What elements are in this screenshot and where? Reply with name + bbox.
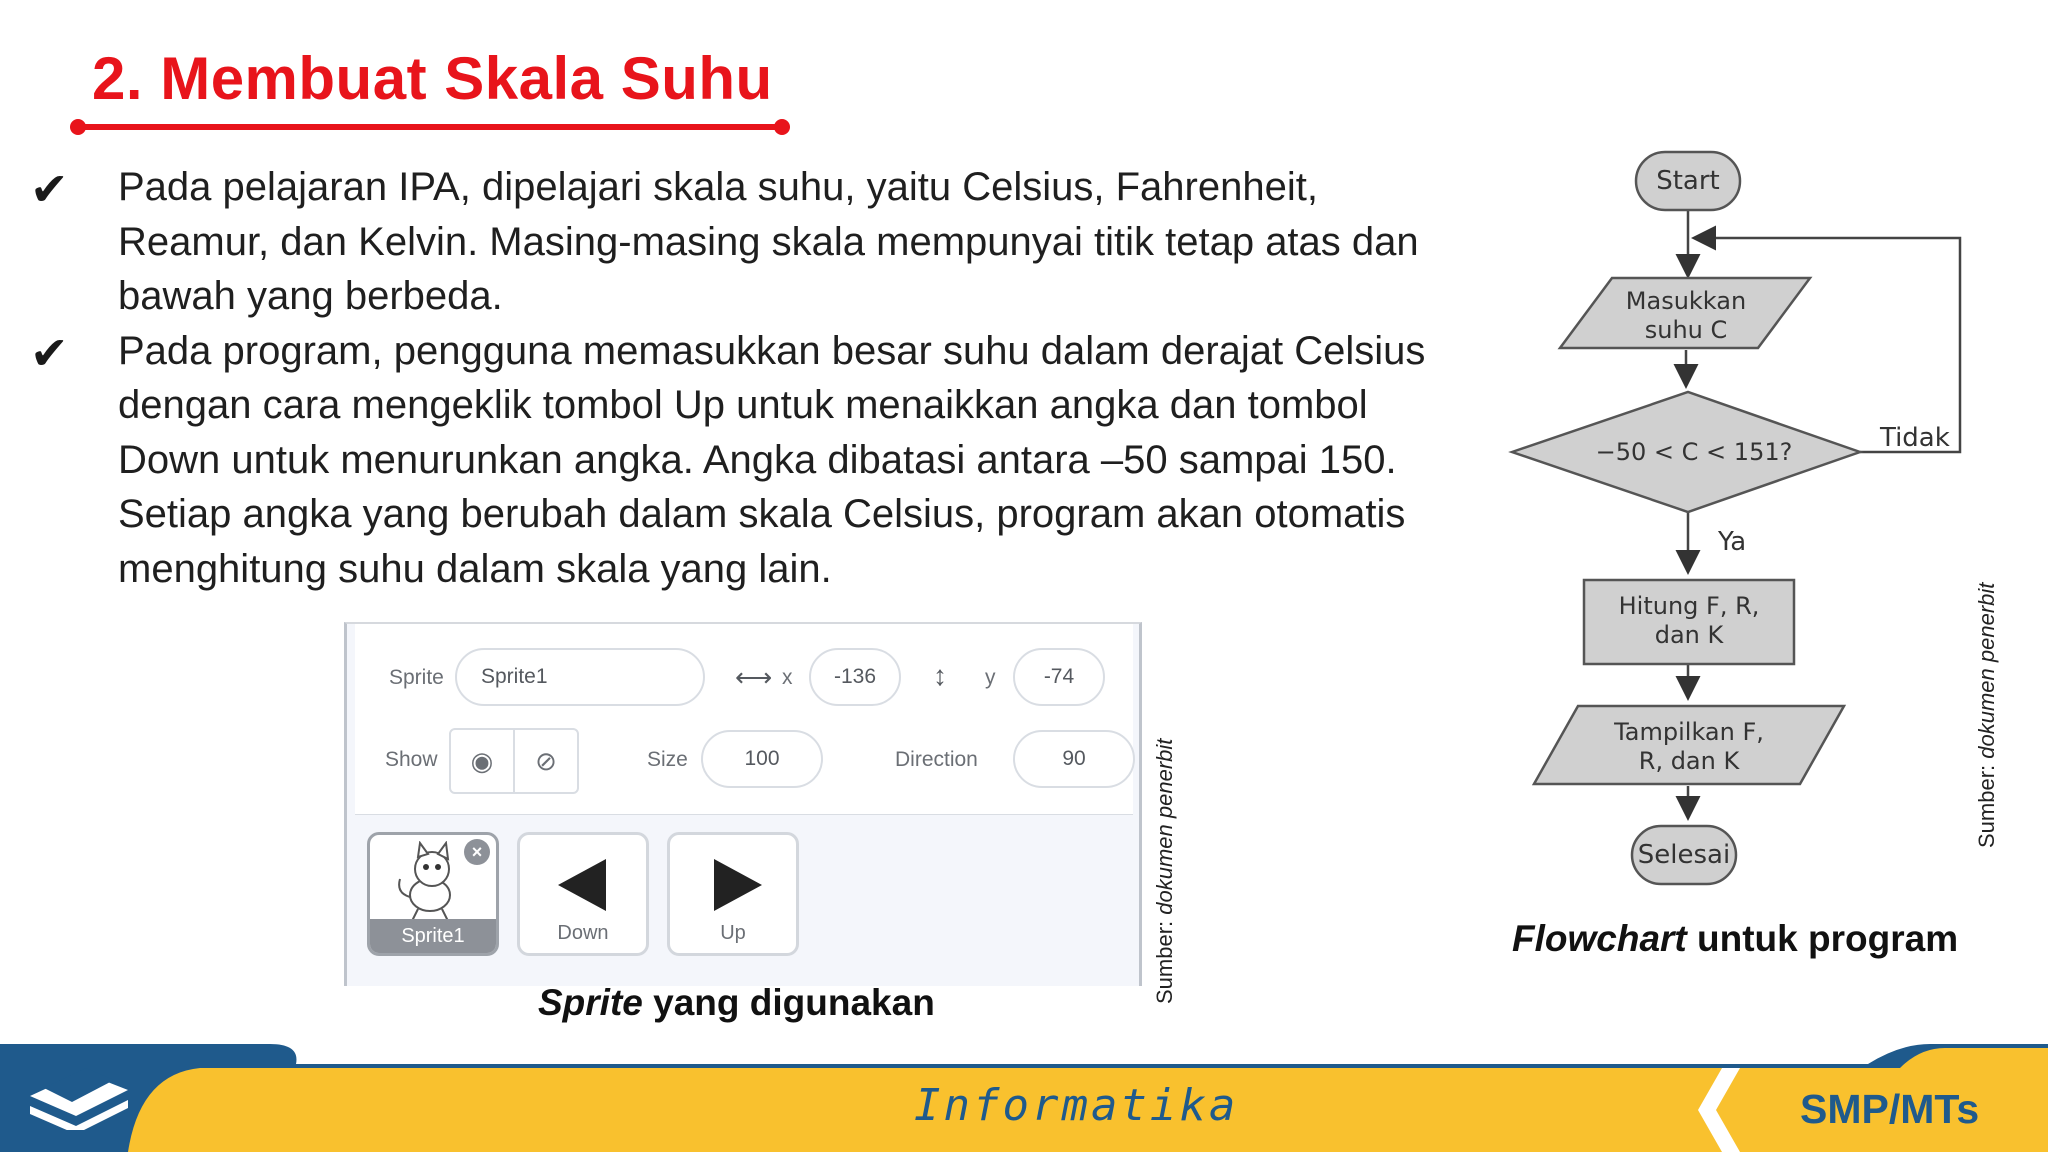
- sprite-name-input[interactable]: Sprite1: [455, 648, 705, 706]
- input-text-line2: suhu C: [1644, 316, 1728, 344]
- triangle-right-icon: [708, 855, 768, 915]
- show-toggle: [449, 728, 579, 794]
- underline-dot-left: [70, 119, 86, 135]
- decision-node: [1512, 392, 1860, 512]
- bullet-text: Pada program, pengguna memasukkan besar suhu dalam derajat Celsius dengan cara mengeklik tombol Up untuk menaikkan angka dan tombol Down untuk menurunkan angka. Angka dibatasi antara –50 sampai 150. Setiap angka yang berubah dalam skala Celsius, program akan otomatis menghitung suhu dalam skala yang lain.: [118, 328, 1426, 591]
- output-node: [1534, 706, 1844, 784]
- page-title: 2. Membuat Skala Suhu: [92, 45, 773, 112]
- yes-label: Ya: [1718, 527, 1747, 557]
- sprite-label: Sprite: [389, 666, 444, 689]
- title-underline: [78, 124, 782, 130]
- input-node: [1560, 278, 1810, 348]
- sprite-tile-down[interactable]: [517, 832, 649, 956]
- show-label: Show: [385, 748, 438, 771]
- tile-label: Sprite1: [370, 919, 496, 953]
- bullet-item: [30, 160, 1470, 324]
- size-label: Size: [647, 748, 688, 771]
- process-node: [1584, 580, 1794, 664]
- source-name: dokumen penerbit: [1974, 582, 1999, 759]
- y-input[interactable]: -74: [1013, 648, 1105, 706]
- book-logo-icon: [24, 1050, 132, 1130]
- footer-level: SMP/MTs: [1800, 1086, 1980, 1132]
- delete-sprite-icon[interactable]: ×: [464, 839, 490, 865]
- no-label: Tidak: [1880, 423, 1950, 453]
- source-name: dokumen penerbit: [1152, 738, 1177, 915]
- flowchart: [1500, 140, 1980, 900]
- process-text-line2: dan K: [1654, 621, 1724, 649]
- horizontal-arrows-icon: ⟷: [735, 662, 773, 692]
- footer-subject: Informatika: [914, 1080, 1239, 1131]
- direction-input[interactable]: 90: [1013, 730, 1135, 788]
- source-prefix: Sumber:: [1974, 758, 1999, 848]
- end-text: Selesai: [1637, 840, 1731, 870]
- eye-icon[interactable]: ◉: [451, 730, 515, 792]
- bullet-text: Pada pelajaran IPA, dipelajari skala suhu, yaitu Celsius, Fahrenheit, Reamur, dan Kelvin. Masing-masing skala mempunyai titik tetap atas dan bawah yang berbeda.: [118, 165, 1419, 318]
- input-text-line1: Masukkan: [1625, 287, 1747, 315]
- output-text-line1: Tampilkan F,: [1614, 718, 1764, 746]
- sprite-properties: [355, 624, 1133, 815]
- caption-text: yang digunakan: [642, 982, 935, 1023]
- tile-label: Down: [557, 922, 609, 944]
- triangle-left-icon: [554, 855, 614, 915]
- sprite-tile-sprite1[interactable]: [367, 832, 499, 956]
- output-text-line2: R, dan K: [1638, 747, 1740, 775]
- process-text-line1: Hitung F, R,: [1618, 592, 1760, 620]
- caption-emphasis: Flowchart: [1512, 918, 1687, 959]
- source-prefix: Sumber:: [1152, 914, 1177, 1004]
- sprite-caption: [538, 982, 935, 1024]
- check-icon: ✔: [30, 162, 69, 216]
- end-terminator: [1632, 826, 1736, 884]
- size-input[interactable]: 100: [701, 730, 823, 788]
- y-label: y: [985, 666, 996, 689]
- flowchart-caption: [1512, 918, 1958, 960]
- caption-emphasis: Sprite: [538, 982, 643, 1023]
- decision-text: −50 < C < 151?: [1595, 438, 1793, 466]
- source-credit-left: [1152, 739, 1178, 1004]
- bullet-item: [30, 324, 1470, 597]
- sprite-tile-up[interactable]: [667, 832, 799, 956]
- eye-hidden-icon[interactable]: ⊘: [535, 745, 557, 776]
- vertical-arrows-icon: ↕: [933, 660, 947, 691]
- check-icon: ✔: [30, 325, 69, 380]
- start-terminator: [1636, 152, 1740, 210]
- x-label: x: [782, 666, 793, 689]
- bullet-list: [30, 160, 1470, 596]
- caption-text: untuk program: [1686, 918, 1959, 959]
- x-input[interactable]: -136: [809, 648, 901, 706]
- start-text: Start: [1656, 166, 1720, 196]
- tile-label: Up: [720, 922, 746, 944]
- direction-label: Direction: [895, 748, 978, 771]
- underline-dot-right: [774, 119, 790, 135]
- sprite-info-panel: [344, 622, 1142, 986]
